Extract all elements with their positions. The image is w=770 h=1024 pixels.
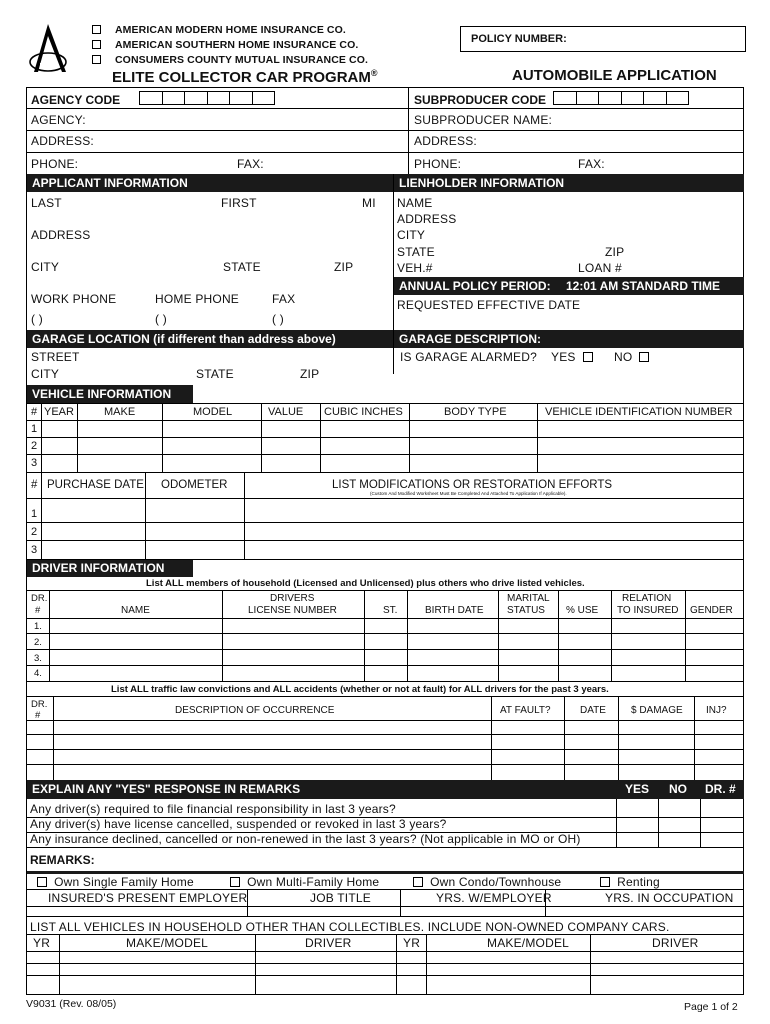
violation-col-fault: AT FAULT? bbox=[500, 705, 551, 716]
renting-checkbox[interactable] bbox=[600, 877, 610, 887]
vehicle2-row-2: 2 bbox=[31, 526, 38, 538]
other-vehicle-col-driver-1: DRIVER bbox=[305, 936, 352, 950]
application-form bbox=[26, 87, 744, 995]
driver-instruction: List ALL members of household (Licensed and Unlicensed) plus others who drive listed vehicles. bbox=[146, 578, 585, 589]
vehicle-row-3: 3 bbox=[31, 457, 38, 469]
option-single-family[interactable]: Own Single Family Home bbox=[37, 875, 194, 889]
applicant-address-label: ADDRESS bbox=[31, 228, 91, 242]
program-title: ELITE COLLECTOR CAR PROGRAM® bbox=[112, 68, 378, 86]
lienholder-zip-label: ZIP bbox=[605, 245, 625, 259]
vehicle-col-year: YEAR bbox=[44, 406, 74, 418]
company-checkbox-1[interactable] bbox=[92, 25, 101, 34]
violations-instruction: List ALL traffic law convictions and ALL accidents (whether or not at fault) for ALL drivers for the past 3 years. bbox=[111, 684, 609, 695]
subproducer-code-field[interactable] bbox=[553, 91, 689, 105]
vehicle2-col-modifications: LIST MODIFICATIONS OR RESTORATION EFFORTS bbox=[332, 479, 613, 491]
explain-col-yes: YES bbox=[625, 782, 650, 796]
company-line-2: AMERICAN SOUTHERN HOME INSURANCE CO. bbox=[92, 39, 358, 51]
driver-col-status: STATUS bbox=[507, 605, 545, 616]
other-vehicle-col-driver-2: DRIVER bbox=[652, 936, 699, 950]
driver-heading: DRIVER INFORMATION bbox=[27, 560, 193, 577]
job-title-label: JOB TITLE bbox=[310, 891, 371, 905]
home-phone-field[interactable]: ( ) bbox=[155, 312, 167, 326]
lienholder-veh-label: VEH.# bbox=[397, 261, 433, 275]
driver-col-st: ST. bbox=[383, 605, 398, 616]
driver-col-name: NAME bbox=[121, 605, 150, 616]
policy-period-label: ANNUAL POLICY PERIOD: bbox=[399, 279, 551, 293]
garage-location-heading: GARAGE LOCATION (if different than address above) bbox=[27, 330, 393, 348]
vehicle-row-1: 1 bbox=[31, 423, 38, 435]
applicant-zip-label: ZIP bbox=[334, 260, 354, 274]
agency-label: AGENCY: bbox=[31, 113, 86, 127]
garage-description-heading: GARAGE DESCRIPTION: bbox=[394, 330, 744, 348]
lienholder-city-label: CITY bbox=[397, 228, 426, 242]
garage-alarmed-label: IS GARAGE ALARMED? bbox=[400, 350, 537, 364]
garage-alarmed-yes[interactable]: YES bbox=[551, 350, 593, 364]
company-checkbox-2[interactable] bbox=[92, 40, 101, 49]
driver-row-3: 3. bbox=[34, 653, 42, 664]
agency-code-label: AGENCY CODE bbox=[31, 93, 121, 107]
work-phone-label: WORK PHONE bbox=[31, 292, 117, 306]
yrs-occupation-label: YRS. IN OCCUPATION bbox=[605, 891, 734, 905]
garage-alarmed-no[interactable]: NO bbox=[614, 350, 649, 364]
applicant-city-label: CITY bbox=[31, 260, 60, 274]
agency-code-field[interactable] bbox=[139, 91, 275, 105]
option-renting[interactable]: Renting bbox=[600, 875, 660, 889]
question-insurance-declined: Any insurance declined, cancelled or non-renewed in the last 3 years? (Not applicable in MO or OH) bbox=[30, 832, 581, 846]
driver-col-drivers: DRIVERS bbox=[270, 593, 315, 604]
lienholder-state-label: STATE bbox=[397, 245, 435, 259]
driver-col-to-insured: TO INSURED bbox=[617, 605, 679, 616]
applicant-first-label: FIRST bbox=[221, 196, 257, 210]
form-number: V9031 (Rev. 08/05) bbox=[26, 998, 117, 1010]
company-logo bbox=[26, 20, 74, 80]
multi-family-checkbox[interactable] bbox=[230, 877, 240, 887]
vehicle-col-cubic: CUBIC INCHES bbox=[324, 406, 403, 418]
driver-col-dr: DR. bbox=[31, 593, 48, 604]
lienholder-address-label: ADDRESS bbox=[397, 212, 457, 226]
other-vehicle-col-yr-2: YR bbox=[403, 936, 421, 950]
page-number: Page 1 of 2 bbox=[684, 1001, 738, 1013]
remarks-label: REMARKS: bbox=[30, 853, 95, 867]
driver-row-1: 1. bbox=[34, 621, 42, 632]
subproducer-fax-label: FAX: bbox=[578, 157, 605, 171]
single-family-checkbox[interactable] bbox=[37, 877, 47, 887]
home-phone-label: HOME PHONE bbox=[155, 292, 240, 306]
vehicle-col-model: MODEL bbox=[193, 406, 233, 418]
explain-heading: EXPLAIN ANY "YES" RESPONSE IN REMARKS bbox=[32, 782, 301, 796]
driver-col-birth: BIRTH DATE bbox=[425, 605, 484, 616]
vehicle2-row-3: 3 bbox=[31, 544, 38, 556]
option-condo[interactable]: Own Condo/Townhouse bbox=[413, 875, 561, 889]
driver-col-gender: GENDER bbox=[690, 605, 733, 616]
policy-period-time: 12:01 AM STANDARD TIME bbox=[566, 279, 721, 293]
violation-col-dr-num: # bbox=[35, 710, 41, 721]
yes-checkbox[interactable] bbox=[583, 352, 593, 362]
lienholder-loan-label: LOAN # bbox=[578, 261, 622, 275]
policy-number-label: POLICY NUMBER: bbox=[471, 33, 567, 45]
other-vehicle-col-make-2: MAKE/MODEL bbox=[487, 936, 570, 950]
agency-address-label: ADDRESS: bbox=[31, 134, 94, 148]
other-vehicle-col-make-1: MAKE/MODEL bbox=[126, 936, 209, 950]
subproducer-name-label: SUBPRODUCER NAME: bbox=[414, 113, 553, 127]
applicant-fax-label: FAX bbox=[272, 292, 296, 306]
garage-state-label: STATE bbox=[196, 367, 234, 381]
applicant-heading: APPLICANT INFORMATION bbox=[27, 174, 393, 192]
employer-label: INSURED'S PRESENT EMPLOYER bbox=[48, 891, 248, 905]
violation-col-damage: $ DAMAGE bbox=[631, 705, 683, 716]
company-line-3: CONSUMERS COUNTY MUTUAL INSURANCE CO. bbox=[92, 54, 368, 66]
vehicle2-row-1: 1 bbox=[31, 508, 38, 520]
driver-col-dr-num: # bbox=[35, 605, 41, 616]
vehicle2-col-num: # bbox=[31, 479, 38, 491]
condo-checkbox[interactable] bbox=[413, 877, 423, 887]
company-line-1: AMERICAN MODERN HOME INSURANCE CO. bbox=[92, 24, 346, 36]
explain-heading-bar bbox=[27, 780, 744, 799]
subproducer-address-label: ADDRESS: bbox=[414, 134, 477, 148]
violation-col-description: DESCRIPTION OF OCCURRENCE bbox=[175, 705, 335, 716]
vehicle-col-make: MAKE bbox=[104, 406, 136, 418]
form-title: AUTOMOBILE APPLICATION bbox=[512, 67, 717, 84]
work-phone-field[interactable]: ( ) bbox=[31, 312, 43, 326]
vehicle-col-value: VALUE bbox=[268, 406, 304, 418]
garage-zip-label: ZIP bbox=[300, 367, 320, 381]
driver-row-4: 4. bbox=[34, 668, 42, 679]
applicant-state-label: STATE bbox=[223, 260, 261, 274]
lienholder-heading: LIENHOLDER INFORMATION bbox=[394, 174, 744, 192]
vehicle-col-body: BODY TYPE bbox=[444, 406, 507, 418]
violation-col-dr: DR. bbox=[31, 699, 48, 710]
driver-col-marital: MARITAL bbox=[507, 593, 550, 604]
garage-street-label: STREET bbox=[31, 350, 80, 364]
violation-col-date: DATE bbox=[580, 705, 606, 716]
no-checkbox[interactable] bbox=[639, 352, 649, 362]
agency-phone-label: PHONE: bbox=[31, 157, 79, 171]
driver-col-license: LICENSE NUMBER bbox=[248, 605, 337, 616]
garage-city-label: CITY bbox=[31, 367, 60, 381]
subproducer-code-label: SUBPRODUCER CODE bbox=[414, 93, 547, 107]
policy-period-bar bbox=[394, 277, 744, 295]
driver-row-2: 2. bbox=[34, 637, 42, 648]
vehicle-row-2: 2 bbox=[31, 440, 38, 452]
vehicle-col-num: # bbox=[31, 406, 38, 418]
violation-col-inj: INJ? bbox=[706, 705, 727, 716]
vehicle-col-vin: VEHICLE IDENTIFICATION NUMBER bbox=[545, 406, 733, 418]
yrs-employer-label: YRS. W/EMPLOYER bbox=[436, 891, 552, 905]
vehicle-heading: VEHICLE INFORMATION bbox=[27, 385, 193, 403]
modification-note: (Custom And Modified Worksheet Must Be Completed And Attached To Application If Applicable). bbox=[370, 491, 567, 496]
explain-col-no: NO bbox=[669, 782, 687, 796]
vehicle2-col-purchase: PURCHASE DATE bbox=[47, 479, 144, 491]
policy-number-box[interactable] bbox=[460, 26, 746, 52]
company-checkbox-3[interactable] bbox=[92, 55, 101, 64]
driver-col-relation: RELATION bbox=[622, 593, 672, 604]
lienholder-name-label: NAME bbox=[397, 196, 433, 210]
question-license-cancelled: Any driver(s) have license cancelled, suspended or revoked in last 3 years? bbox=[30, 817, 447, 831]
option-multi-family[interactable]: Own Multi-Family Home bbox=[230, 875, 379, 889]
driver-col-use: % USE bbox=[566, 605, 599, 616]
applicant-mi-label: MI bbox=[362, 196, 376, 210]
explain-col-dr: DR. # bbox=[705, 782, 736, 796]
requested-effective-date-label: REQUESTED EFFECTIVE DATE bbox=[397, 298, 581, 312]
agency-fax-label: FAX: bbox=[237, 157, 264, 171]
subproducer-phone-label: PHONE: bbox=[414, 157, 462, 171]
other-vehicle-col-yr-1: YR bbox=[33, 936, 51, 950]
question-financial-responsibility: Any driver(s) required to file financial responsibility in last 3 years? bbox=[30, 802, 396, 816]
vehicles-instruction: LIST ALL VEHICLES IN HOUSEHOLD OTHER THAN COLLECTIBLES. INCLUDE NON-OWNED COMPANY CARS. bbox=[30, 920, 670, 934]
vehicle2-col-odometer: ODOMETER bbox=[161, 479, 228, 491]
applicant-last-label: LAST bbox=[31, 196, 62, 210]
applicant-fax-field[interactable]: ( ) bbox=[272, 312, 284, 326]
